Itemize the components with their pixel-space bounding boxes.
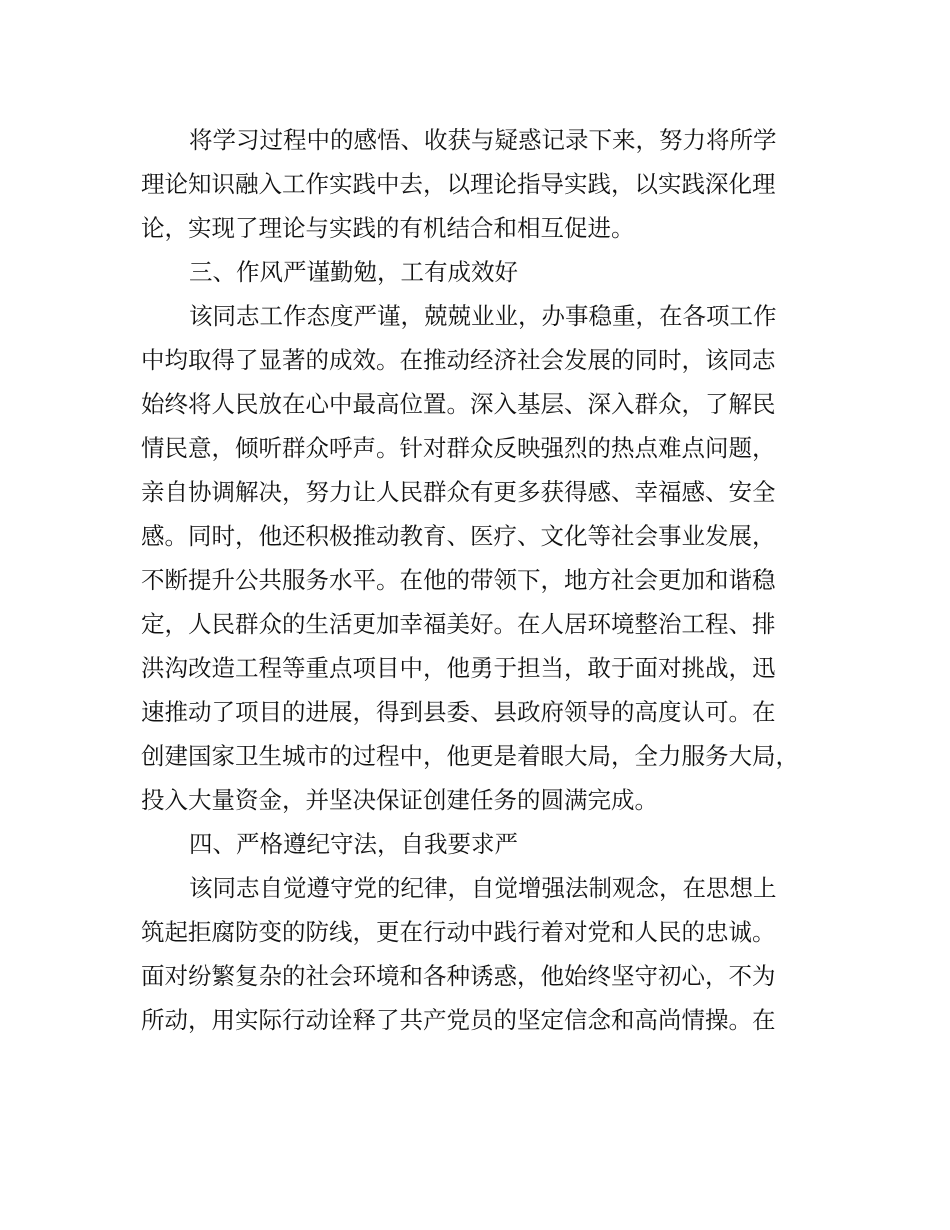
paragraph-discipline bbox=[141, 866, 841, 1042]
paragraph-line: 定，人民群众的生活更加幸福美好。在人居环境整治工程、排 bbox=[141, 610, 776, 638]
paragraph-line: 该同志自觉遵守党的纪律，自觉增强法制观念，在思想上 bbox=[189, 874, 777, 902]
paragraph-line: 理论知识融入工作实践中去，以理论指导实践，以实践深化理 bbox=[141, 170, 776, 198]
paragraph-line: 中均取得了显著的成效。在推动经济社会发展的同时，该同志 bbox=[141, 346, 776, 374]
paragraph-line: 不断提升公共服务水平。在他的带领下，地方社会更加和谐稳 bbox=[141, 566, 776, 594]
paragraph-line: 情民意，倾听群众呼声。针对群众反映强烈的热点难点问题， bbox=[141, 434, 776, 462]
paragraph-line: 始终将人民放在心中最高位置。深入基层、深入群众，了解民 bbox=[141, 390, 776, 418]
document-body bbox=[141, 118, 841, 1042]
paragraph-line: 投入大量资金，并坚决保证创建任务的圆满完成。 bbox=[141, 786, 658, 814]
paragraph-line: 面对纷繁复杂的社会环境和各种诱惑，他始终坚守初心，不为 bbox=[141, 962, 776, 990]
paragraph-line: 创建国家卫生城市的过程中，他更是着眼大局，全力服务大局， bbox=[141, 742, 799, 770]
paragraph-line: 亲自协调解决，努力让人民群众有更多获得感、幸福感、安全 bbox=[141, 478, 776, 506]
paragraph-line: 论，实现了理论与实践的有机结合和相互促进。 bbox=[141, 214, 635, 242]
paragraph-learning bbox=[141, 118, 841, 250]
paragraph-line: 筑起拒腐防变的防线，更在行动中践行着对党和人民的忠诚。 bbox=[141, 918, 776, 946]
paragraph-line: 速推动了项目的进展，得到县委、县政府领导的高度认可。在 bbox=[141, 698, 776, 726]
paragraph-work-style bbox=[141, 294, 841, 822]
section-heading-3: 三、作风严谨勤勉，工有成效好 bbox=[189, 258, 518, 286]
paragraph-line: 感。同时，他还积极推动教育、医疗、文化等社会事业发展， bbox=[141, 522, 776, 550]
paragraph-line: 所动，用实际行动诠释了共产党员的坚定信念和高尚情操。在 bbox=[141, 1006, 776, 1034]
paragraph-line: 将学习过程中的感悟、收获与疑惑记录下来，努力将所学 bbox=[189, 126, 777, 154]
section-heading-4: 四、严格遵纪守法，自我要求严 bbox=[189, 830, 518, 858]
paragraph-line: 该同志工作态度严谨，兢兢业业，办事稳重，在各项工作 bbox=[189, 302, 777, 330]
paragraph-line: 洪沟改造工程等重点项目中，他勇于担当，敢于面对挑战，迅 bbox=[141, 654, 776, 682]
